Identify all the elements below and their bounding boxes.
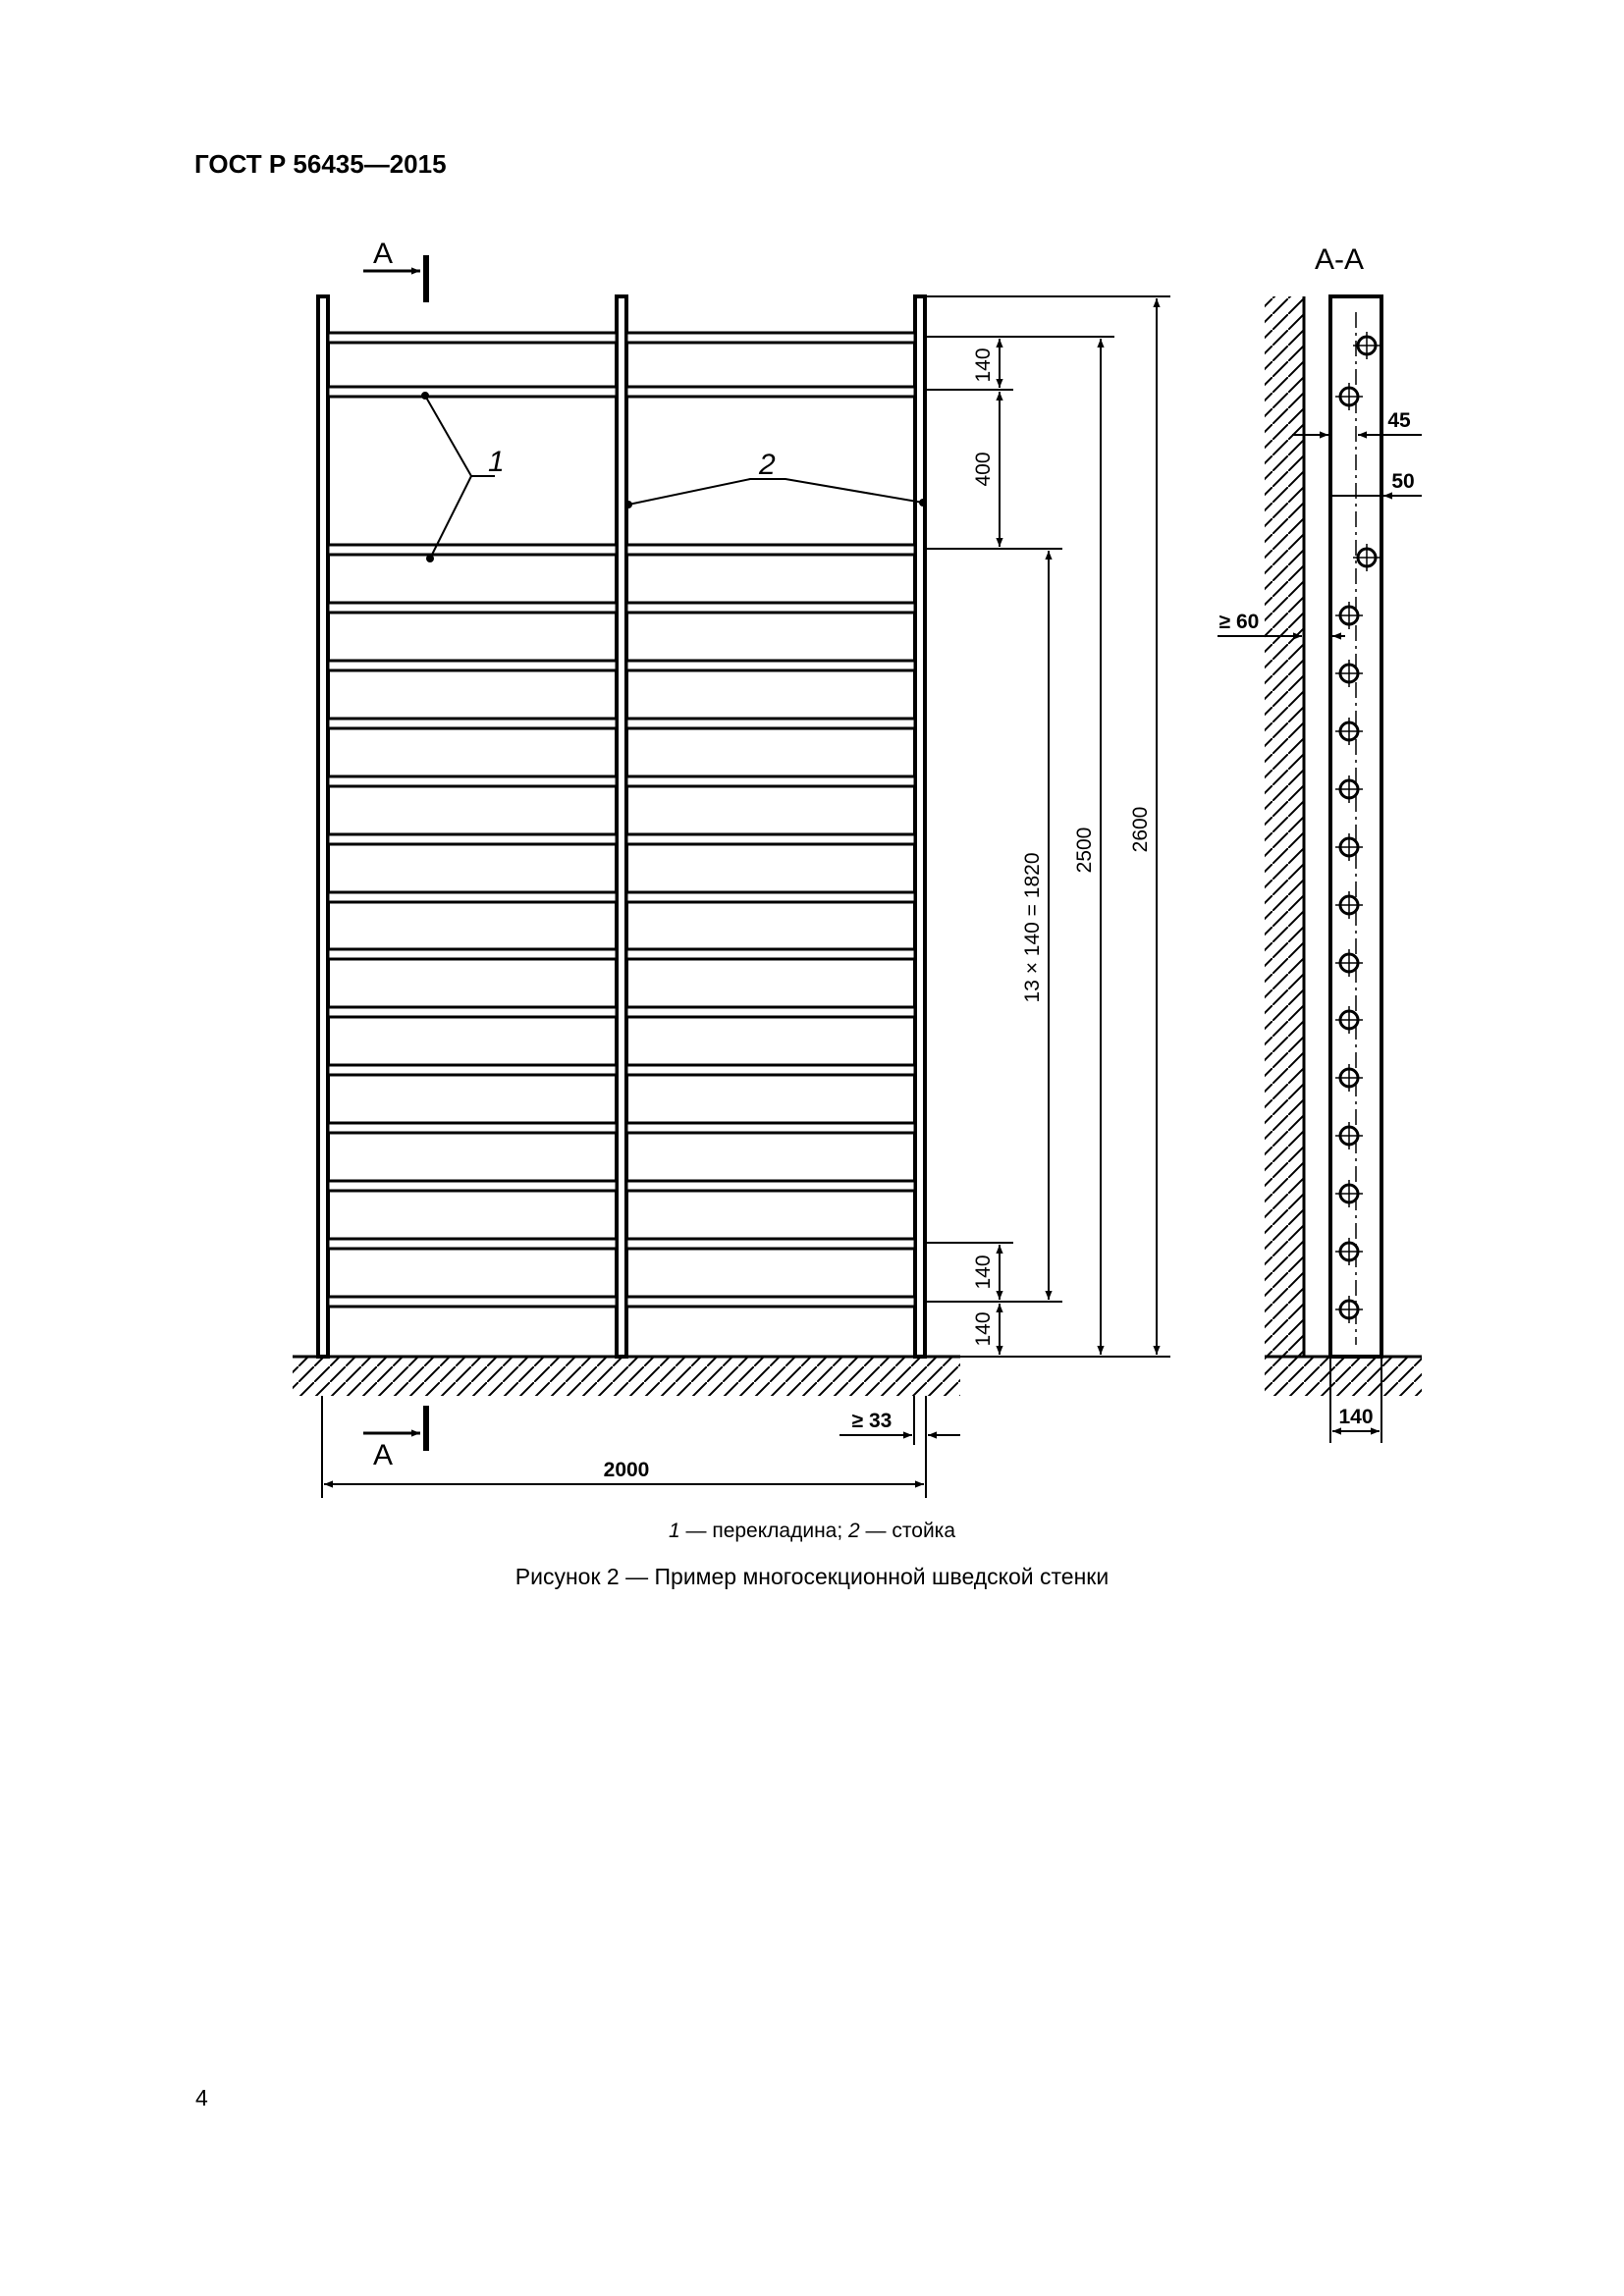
crossbar-8-section-1 [328, 834, 617, 844]
crossbar-11-section-1 [328, 1007, 617, 1017]
legend-num-crossbar: 1 [668, 1520, 680, 1542]
floor-hatching [293, 1357, 960, 1396]
crossbar-10-section-2 [626, 949, 915, 959]
crossbar-5-section-1 [328, 661, 617, 670]
dim-upper-gap: 400 [972, 452, 995, 487]
crossbar-13-section-1 [328, 1123, 617, 1133]
page-number: 4 [195, 2085, 208, 2110]
section-letter-bottom: А [372, 1439, 394, 1471]
leader-label-post: 2 [759, 449, 776, 481]
document-standard-header: ГОСТ Р 56435—2015 [194, 149, 447, 179]
crossbar-16-section-1 [328, 1297, 617, 1307]
section-letter-top: А [372, 238, 394, 270]
crossbar-4-section-1 [328, 603, 617, 613]
crossbar-15-section-2 [626, 1239, 915, 1249]
figure-caption: Рисунок 2 — Пример многосекционной шведской стенки [514, 1564, 1110, 1589]
dim-rung-offset-a: 45 [1387, 409, 1411, 432]
crossbar-1-section-2 [626, 333, 915, 343]
leader-post [625, 479, 926, 507]
crossbar-13-section-2 [626, 1123, 915, 1133]
crossbar-3-section-1 [328, 545, 617, 555]
posts-group [318, 296, 925, 1357]
dim-overall-width: 2000 [603, 1459, 650, 1481]
crossbars-group [328, 333, 1114, 1307]
dim-bottom-spacing: 140 [972, 1255, 995, 1290]
crossbar-1-section-1 [328, 333, 617, 343]
crossbar-9-section-2 [626, 892, 915, 902]
dim-overall-height: 2600 [1129, 806, 1152, 853]
crossbar-8-section-2 [626, 834, 915, 844]
dim-rung-series: 13 × 140 = 1820 [1021, 852, 1044, 1003]
section-mark-bottom [363, 1406, 426, 1471]
dim-rung-height-total: 2500 [1073, 827, 1096, 874]
crossbar-6-section-2 [626, 719, 915, 728]
crossbar-12-section-1 [328, 1065, 617, 1075]
crossbar-9-section-1 [328, 892, 617, 902]
legend-text-crossbar: — перекладина; [679, 1520, 849, 1542]
crossbar-3-section-2 [626, 545, 915, 555]
section-floor-hatching [1265, 1357, 1422, 1396]
crossbar-12-section-2 [626, 1065, 915, 1075]
leader-label-crossbar: 1 [488, 446, 505, 478]
crossbar-14-section-2 [626, 1181, 915, 1191]
dim-post-depth: 140 [1338, 1406, 1374, 1428]
dim-post-clearance: ≥ 33 [851, 1410, 893, 1432]
crossbar-2-section-2 [626, 387, 915, 397]
crossbar-7-section-1 [328, 776, 617, 786]
post-left [318, 296, 328, 1357]
section-view-title: А-А [1314, 243, 1365, 276]
crossbar-6-section-1 [328, 719, 617, 728]
section-dimension-lines [1218, 435, 1422, 1443]
post-middle [617, 296, 626, 1357]
crossbar-16-section-2 [626, 1297, 915, 1307]
crossbar-4-section-2 [626, 603, 915, 613]
wall-hatching [1265, 296, 1304, 1357]
crossbar-10-section-1 [328, 949, 617, 959]
crossbar-11-section-2 [626, 1007, 915, 1017]
crossbar-15-section-1 [328, 1239, 617, 1249]
crossbar-14-section-1 [328, 1181, 617, 1191]
section-mark-top [363, 238, 426, 302]
legend-num-post: 2 [848, 1520, 860, 1542]
crossbar-2-section-1 [328, 387, 617, 397]
legend-text-post: — стойка [859, 1520, 956, 1542]
post-right [915, 296, 925, 1357]
dim-top-spacing: 140 [972, 347, 995, 383]
dim-wall-clearance: ≥ 60 [1218, 611, 1260, 633]
figure-legend [0, 1520, 1624, 1543]
crossbar-5-section-2 [626, 661, 915, 670]
leader-crossbar [422, 393, 495, 561]
dim-floor-spacing: 140 [972, 1311, 995, 1347]
dim-rung-offset-b: 50 [1391, 470, 1415, 493]
crossbar-7-section-2 [626, 776, 915, 786]
